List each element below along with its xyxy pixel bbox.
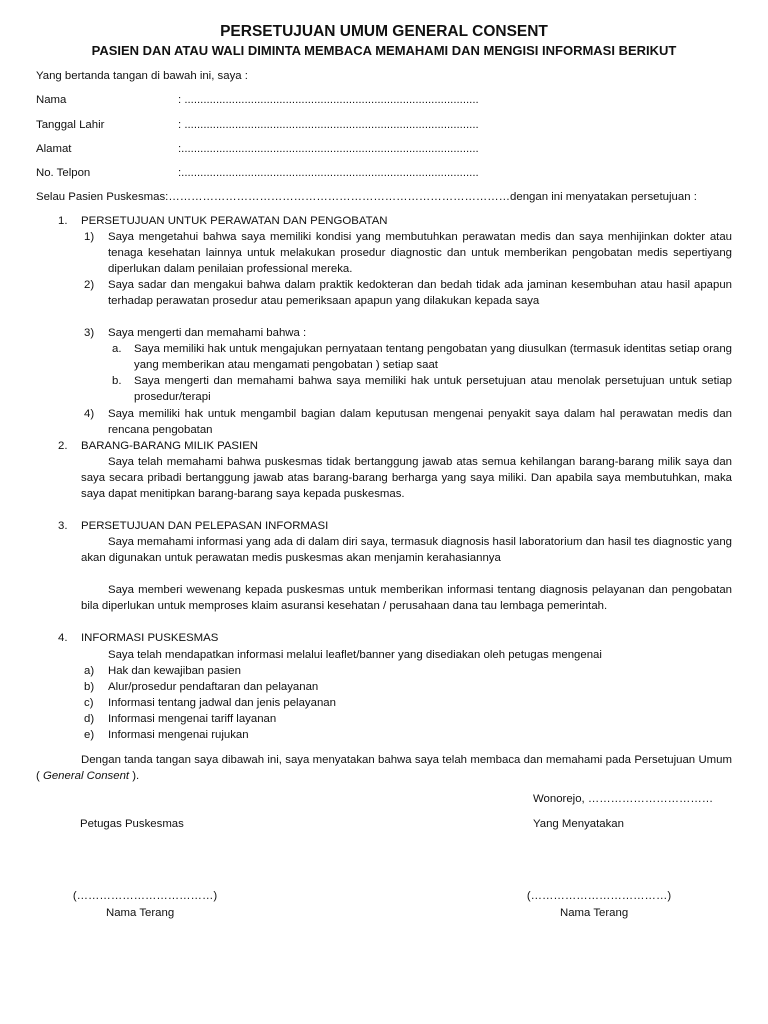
- signature-place-date: Wonorejo, ……………………………: [533, 793, 714, 805]
- item-3b-number: b.: [112, 375, 122, 387]
- item-3a-number: a.: [112, 343, 122, 355]
- info-item-number: a): [84, 665, 95, 677]
- section-1-number: 1.: [58, 215, 68, 227]
- document-title: PERSETUJUAN UMUM GENERAL CONSENT: [220, 23, 548, 40]
- info-item: Informasi tentang jadwal dan jenis pelayanan: [108, 697, 336, 709]
- closing-italic: General Consent: [42, 770, 130, 782]
- info-item-number: c): [84, 697, 94, 709]
- item-3b-text: Saya mengerti dan memahami bahwa saya memiliki hak untuk persetujuan atau menolak persetujuan untuk setiap prosedur/terapi: [134, 375, 732, 403]
- signature-left-name: Nama Terang: [106, 907, 175, 919]
- section-2-number: 2.: [58, 440, 68, 452]
- signature-right-blank: (………………………………): [526, 890, 672, 902]
- item-3-text: Saya mengerti dan memahami bahwa :: [108, 327, 307, 339]
- signature-left-blank: (………………………………): [72, 890, 218, 902]
- info-item: Informasi mengenai rujukan: [108, 729, 249, 741]
- section-3-paragraph-1: Saya memahami informasi yang ada di dalam diri saya, termasuk diagnosis hasil laboratorium dan hasil tes diagnostic yang akan digunakan untuk perawatan medis puskesmas akan menjamin kerahasiannya: [81, 536, 732, 564]
- section-2-text: Saya telah memahami bahwa puskesmas tidak bertanggung jawab atas semua kehilangan barang-barang milik saya dan saya secara pribadi bertanggung jawab atas barang-barang berharga yang saya miliki. Dan apabila saya membutuhkan, maka saya dapat menitipkan barang-barang saya kepada puskesmas.: [81, 456, 732, 500]
- item-4-number: 4): [84, 408, 95, 420]
- section-3-number: 3.: [58, 520, 68, 532]
- field-telpon: :..............................................................................................: [178, 167, 479, 179]
- signature-right-title: Yang Menyatakan: [533, 818, 624, 830]
- signature-right-name: Nama Terang: [560, 907, 629, 919]
- field-label-alamat: Alamat: [36, 143, 72, 155]
- patient-line: Selau Pasien Puskesmas:………………………………………………………………………………dengan ini menyatakan persetujuan :: [36, 191, 697, 203]
- field-label-telpon: No. Telpon: [36, 167, 91, 179]
- item-3-number: 3): [84, 327, 95, 339]
- closing-statement: [36, 752, 732, 784]
- item-1-number: 1): [84, 231, 95, 243]
- section-2-heading: BARANG-BARANG MILIK PASIEN: [81, 440, 259, 452]
- field-label-nama: Nama: [36, 94, 67, 106]
- item-2-number: 2): [84, 279, 95, 291]
- section-4-number: 4.: [58, 632, 68, 644]
- section-3-heading: PERSETUJUAN DAN PELEPASAN INFORMASI: [81, 520, 329, 532]
- section-4-intro: Saya telah mendapatkan informasi melalui leaflet/banner yang disediakan oleh petugas mengenai: [108, 649, 602, 661]
- field-tanggal-lahir: : .............................................................................................: [178, 119, 479, 131]
- item-2-text: Saya sadar dan mengakui bahwa dalam praktik kedokteran dan bedah tidak ada jaminan kesembuhan atau hasil apapun terhadap perawatan prosedur atau pemeriksaan apapun yang dilakukan kepada saya: [108, 279, 732, 307]
- signature-left-title: Petugas Puskesmas: [80, 818, 184, 830]
- closing-text: Dengan tanda tangan saya dibawah ini, saya menyatakan bahwa saya telah membaca dan memahami pada Persetujuan Umum (: [36, 754, 732, 782]
- info-item: Hak dan kewajiban pasien: [108, 665, 241, 677]
- intro-text: Yang bertanda tangan di bawah ini, saya :: [36, 70, 248, 82]
- item-3a-text: Saya memiliki hak untuk mengajukan pernyataan tentang pengobatan yang diusulkan (termasuk identitas setiap orang yang memberikan atau mengamati pengobatan ) setiap saat: [134, 343, 732, 371]
- field-alamat: :..............................................................................................: [178, 143, 479, 155]
- section-4-heading: INFORMASI PUSKESMAS: [81, 632, 219, 644]
- document-subtitle: PASIEN DAN ATAU WALI DIMINTA MEMBACA MEMAHAMI DAN MENGISI INFORMASI BERIKUT: [91, 43, 677, 58]
- item-4-text: Saya memiliki hak untuk mengambil bagian dalam keputusan mengenai penyakit saya dalam hal perawatan medis dan rencana pengobatan: [108, 408, 732, 436]
- section-3-paragraph-2: Saya memberi wewenang kepada puskesmas untuk memberikan informasi tentang diagnosis pelayanan dan pengobatan bila diperlukan untuk memproses klaim asuransi kesehatan / perusahaan dana tau lembaga pemerintah.: [81, 584, 732, 612]
- field-nama: : .............................................................................................: [178, 94, 479, 106]
- item-1-text: Saya mengetahui bahwa saya memiliki kondisi yang membutuhkan perawatan medis dan saya menhijinkan dokter atau tenaga kesehatan lainnya untuk melakukan prosedur diagnostic dan untuk memberikan pengobatan medis sepertiyang diperlukan dalam penilaian professional mereka.: [108, 231, 732, 275]
- closing-end: ).: [132, 770, 140, 782]
- field-label-tanggal-lahir: Tanggal Lahir: [36, 119, 105, 131]
- section-1-heading: PERSETUJUAN UNTUK PERAWATAN DAN PENGOBATAN: [81, 215, 388, 227]
- info-item-number: e): [84, 729, 95, 741]
- info-item-number: b): [84, 681, 95, 693]
- info-item: Alur/prosedur pendaftaran dan pelayanan: [108, 681, 319, 693]
- info-item-number: d): [84, 713, 95, 725]
- info-item: Informasi mengenai tariff layanan: [108, 713, 277, 725]
